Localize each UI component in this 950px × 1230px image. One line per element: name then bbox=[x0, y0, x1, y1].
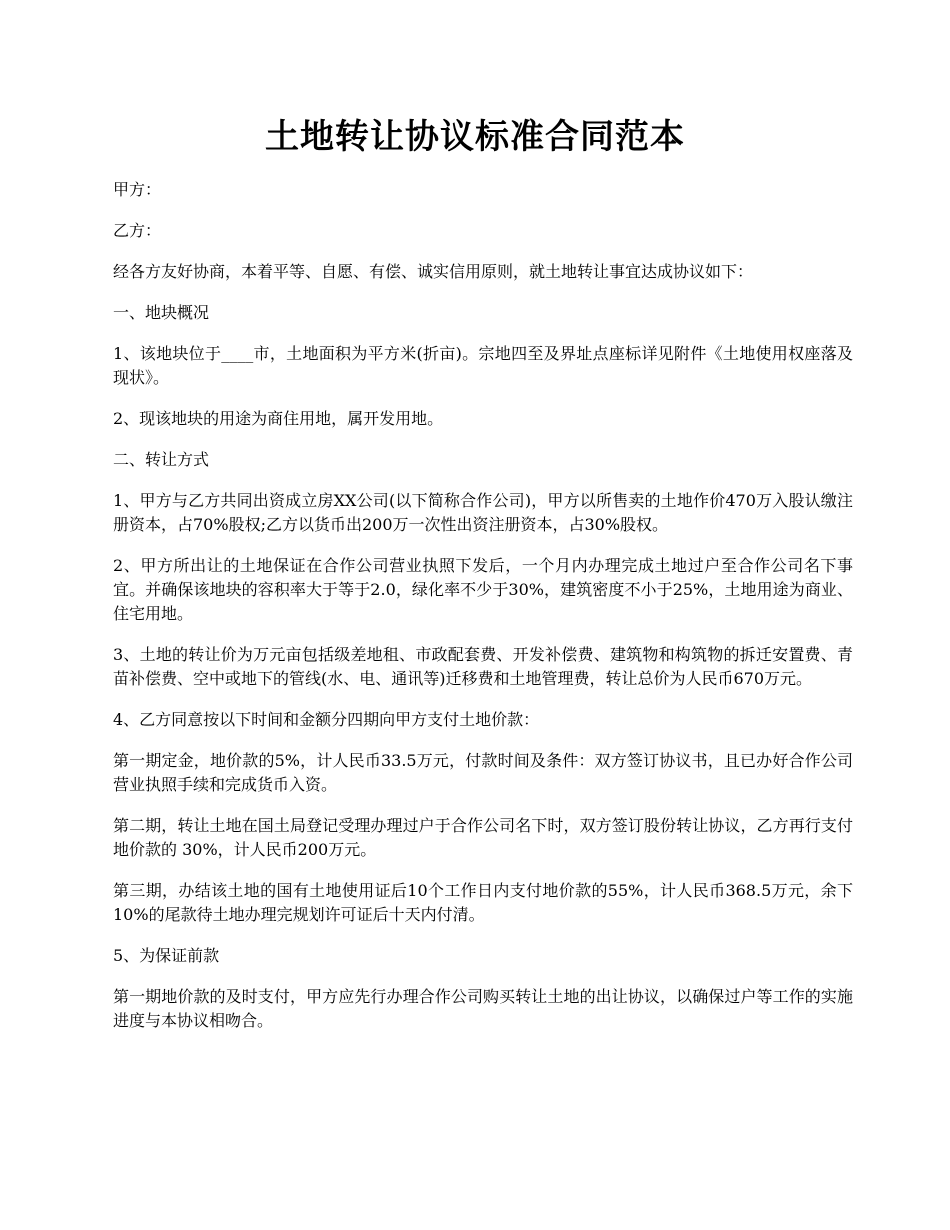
clause-paragraph: 3、土地的转让价为万元亩包括级差地租、市政配套费、开发补偿费、建筑物和构筑物的拆迁安置费、青苗补偿费、空中或地下的管线(水、电、通讯等)迁移费和土地管理费，转让总价为人民币670万元。 bbox=[113, 645, 853, 688]
clause-paragraph: 4、乙方同意按以下时间和金额分四期向甲方支付土地价款： bbox=[113, 710, 540, 729]
clause-paragraph: 1、该地块位于____市，土地面积为平方米(折亩)。宗地四至及界址点座标详见附件《土地使用权座落及现状》。 bbox=[113, 344, 853, 387]
document-body bbox=[113, 178, 853, 1050]
section-heading-transfer-method: 二、转让方式 bbox=[113, 450, 210, 469]
clause-paragraph: 2、甲方所出让的土地保证在合作公司营业执照下发后，一个月内办理完成土地过户至合作公司名下事宜。并确保该地块的容积率大于等于2.0，绿化率不少于30%，建筑密度不小于25%，土地用途为商业、住宅用地。 bbox=[113, 556, 853, 623]
clause-paragraph: 第一期地价款的及时支付，甲方应先行办理合作公司购买转让土地的出让协议，以确保过户等工作的实施进度与本协议相吻合。 bbox=[113, 987, 853, 1030]
party-b-line: 乙方： bbox=[113, 221, 162, 240]
payment-phase-paragraph: 第二期，转让土地在国土局登记受理办理过户于合作公司名下时，双方签订股份转让协议，乙方再行支付地价款的 30%，计人民币200万元。 bbox=[113, 816, 853, 859]
payment-phase-paragraph: 第一期定金，地价款的5%，计人民币33.5万元，付款时间及条件：双方签订协议书，且已办好合作公司营业执照手续和完成货币入资。 bbox=[113, 751, 853, 794]
section-heading-land-overview: 一、地块概况 bbox=[113, 303, 210, 322]
preamble-paragraph: 经各方友好协商，本着平等、自愿、有偿、诚实信用原则，就土地转让事宜达成协议如下： bbox=[113, 262, 754, 281]
party-a-line: 甲方： bbox=[113, 180, 162, 199]
document-title: 土地转让协议标准合同范本 bbox=[265, 117, 685, 157]
payment-phase-paragraph: 第三期，办结该土地的国有土地使用证后10个工作日内支付地价款的55%，计人民币368.5万元，余下10%的尾款待土地办理完规划许可证后十天内付清。 bbox=[113, 881, 853, 924]
clause-paragraph: 2、现该地块的用途为商住用地，属开发用地。 bbox=[113, 409, 444, 428]
clause-paragraph: 5、为保证前款 bbox=[113, 946, 220, 965]
clause-paragraph: 1、甲方与乙方共同出资成立房XX公司(以下简称合作公司)，甲方以所售卖的土地作价470万入股认缴注册资本，占70%股权;乙方以货币出200万一次性出资注册资本，占30%股权。 bbox=[113, 491, 853, 534]
